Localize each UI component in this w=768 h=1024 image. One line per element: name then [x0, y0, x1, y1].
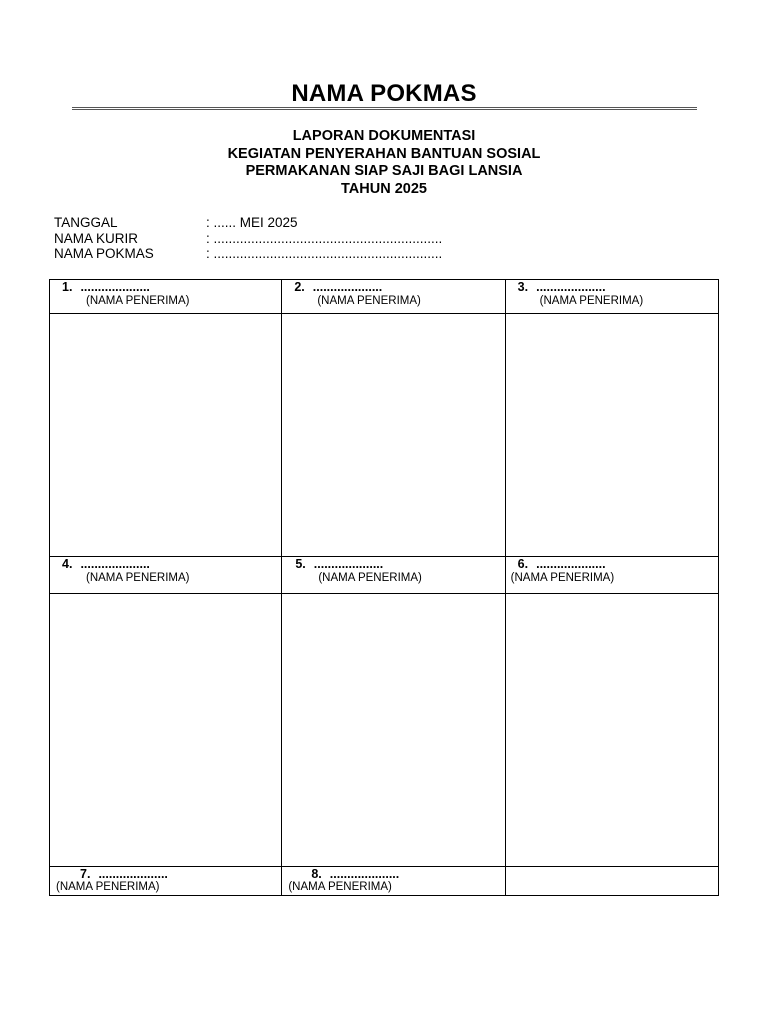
- entry-header-1: [50, 280, 282, 314]
- entry-header-7: [50, 866, 282, 895]
- table-row: [50, 557, 719, 594]
- entry-name-blank: ....................: [80, 280, 150, 294]
- report-heading-line: PERMAKANAN SIAP SAJI BAGI LANSIA: [245, 163, 523, 179]
- entry-header-4: [50, 557, 282, 594]
- recipient-label: (NAMA PENERIMA): [86, 572, 190, 585]
- photo-slot-5: [282, 594, 505, 866]
- photo-slot-6: [505, 594, 718, 866]
- recipient-label: (NAMA PENERIMA): [510, 572, 615, 585]
- entry-number: 8.: [311, 866, 322, 881]
- entry-name-blank: ....................: [536, 557, 606, 572]
- entry-number: 6.: [517, 557, 529, 572]
- recipient-label: (NAMA PENERIMA): [317, 295, 421, 307]
- recipient-label: (NAMA PENERIMA): [288, 880, 392, 893]
- info-row-nama-kurir: [54, 231, 442, 247]
- entry-header-6: [505, 557, 718, 594]
- photo-slot-3: [505, 314, 718, 557]
- entry-header-3: [505, 280, 718, 314]
- entry-number: 3.: [517, 280, 529, 294]
- documentation-table: [49, 279, 719, 896]
- info-value: : ...... MEI 2025: [206, 215, 298, 230]
- entry-name-blank: ....................: [313, 557, 384, 572]
- entry-header-5: [282, 557, 505, 594]
- empty-cell: [505, 866, 718, 895]
- entry-number: 4.: [62, 557, 73, 572]
- info-block: [54, 215, 442, 262]
- entry-number: 5.: [295, 557, 306, 572]
- photo-slot-4: [50, 594, 282, 866]
- page-title: NAMA POKMAS: [291, 80, 477, 107]
- table-row: [50, 280, 719, 314]
- info-label: NAMA KURIR: [54, 230, 139, 246]
- report-heading-line: LAPORAN DOKUMENTASI: [292, 128, 476, 144]
- recipient-label: (NAMA PENERIMA): [318, 572, 422, 585]
- table-row: [50, 314, 719, 557]
- info-value: : .............................................................: [206, 246, 443, 261]
- entry-name-blank: ....................: [329, 866, 400, 881]
- entry-header-2: [282, 280, 505, 314]
- info-label: TANGGAL: [54, 215, 118, 230]
- photo-slot-2: [282, 314, 505, 557]
- info-label: NAMA POKMAS: [54, 246, 154, 261]
- table-row: [50, 866, 719, 895]
- report-heading-line: TAHUN 2025: [341, 180, 427, 197]
- entry-number: 7.: [80, 866, 91, 881]
- report-heading-line: KEGIATAN PENYERAHAN BANTUAN SOSIAL: [227, 145, 541, 162]
- entry-name-blank: ....................: [98, 866, 168, 881]
- table-row: [50, 594, 719, 866]
- info-row-tanggal: [54, 215, 442, 231]
- recipient-label: (NAMA PENERIMA): [539, 295, 644, 307]
- entry-number: 1.: [62, 280, 73, 294]
- info-value: : .............................................................: [206, 230, 443, 246]
- title-divider: [72, 107, 697, 110]
- entry-number: 2.: [294, 280, 305, 294]
- entry-name-blank: ....................: [536, 280, 606, 294]
- recipient-label: (NAMA PENERIMA): [56, 880, 160, 893]
- entry-header-8: [282, 866, 505, 895]
- info-row-nama-pokmas: [54, 246, 442, 262]
- recipient-label: (NAMA PENERIMA): [86, 295, 190, 307]
- report-heading: [0, 128, 768, 198]
- entry-name-blank: ....................: [312, 280, 383, 294]
- entry-name-blank: ....................: [80, 557, 150, 572]
- photo-slot-1: [50, 314, 282, 557]
